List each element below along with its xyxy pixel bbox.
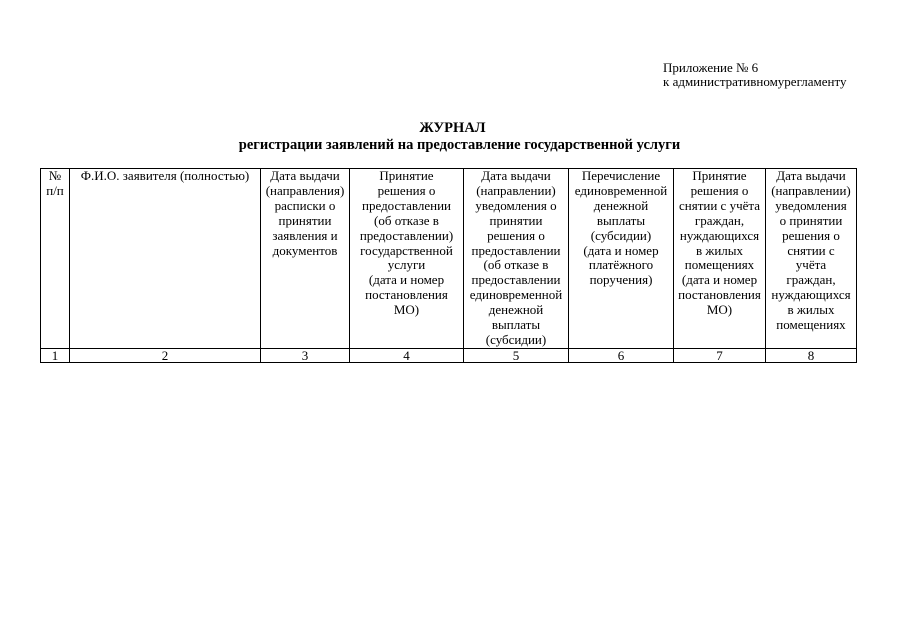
header-cell-8-line: граждан, <box>786 272 836 288</box>
column-number-cell-5: 5 <box>464 348 569 362</box>
header-cell-7 <box>674 169 766 349</box>
header-cell-8-line: помещениях <box>776 317 846 333</box>
header-cell-4-line: (дата и номер <box>368 272 445 288</box>
header-cell-3-line: Дата выдачи <box>270 168 340 183</box>
header-cell-5-line: выплаты <box>491 317 541 333</box>
header-cell-4 <box>350 169 464 349</box>
header-cell-7-line: граждан, <box>694 212 745 228</box>
header-cell-5-line: предоставлении <box>471 242 561 258</box>
header-cell-8-line: снятии с <box>787 242 835 258</box>
header-cell-5-line: уведомления о <box>475 197 557 213</box>
header-cell-6-line: выплаты <box>596 212 646 228</box>
header-cell-1 <box>41 169 70 349</box>
header-cell-4-line: предоставлении <box>362 197 451 213</box>
document-subtitle: регистрации заявлений на предоставление государственной услуги <box>238 137 681 153</box>
column-number-cell-1: 1 <box>41 348 70 362</box>
header-cell-6-line: (субсидии) <box>590 227 652 243</box>
header-cell-2 <box>70 169 261 349</box>
header-cell-5-line: единовременной <box>469 287 563 303</box>
header-cell-3-line: (направления) <box>265 182 345 198</box>
appendix-number: Приложение № 6 <box>663 60 759 75</box>
header-cell-7-line: в жилых <box>695 242 744 258</box>
header-cell-1-line: п/п <box>46 182 64 198</box>
header-cell-6 <box>569 169 674 349</box>
column-number-cell-4: 4 <box>350 348 464 362</box>
header-cell-6-line: поручения) <box>589 272 653 288</box>
header-cell-4-line: предоставлении) <box>359 227 454 243</box>
header-cell-6-line: единовременной <box>574 182 668 198</box>
header-cell-7-line: Принятие <box>692 168 747 183</box>
header-cell-4-line: услуги <box>387 257 426 273</box>
column-number-cell-3: 3 <box>261 348 350 362</box>
header-cell-4-line: государственной <box>360 242 453 258</box>
header-cell-8-line: Дата выдачи <box>776 168 846 183</box>
header-cell-5-line: принятии <box>489 212 543 228</box>
header-cell-8-line: о принятии <box>779 212 843 228</box>
header-cell-5-line: (об отказе в <box>483 257 549 273</box>
header-cell-3-line: принятии <box>278 212 332 228</box>
header-cell-8-line: (направлении) <box>771 182 851 198</box>
header-cell-7-line: снятии с учёта <box>679 197 760 213</box>
header-cell-7-line: помещениях <box>684 257 755 273</box>
header-cell-5-line: Дата выдачи <box>481 168 551 183</box>
header-cell-5-line: (субсидии) <box>485 331 547 347</box>
header-cell-3-line: документов <box>272 242 338 258</box>
header-cell-7-line: нуждающихся <box>679 227 760 243</box>
header-cell-6-line: Перечисление <box>581 168 661 183</box>
header-cell-5 <box>464 169 569 349</box>
header-cell-4-line: МО) <box>393 302 420 318</box>
document-title: ЖУРНАЛ <box>419 120 486 136</box>
header-cell-4-line: Принятие <box>379 168 434 183</box>
header-cell-5-line: (направлении) <box>476 182 556 198</box>
header-cell-6-line: денежной <box>593 197 649 213</box>
header-cell-7-line: постановления <box>678 287 761 303</box>
header-cell-8-line: решения о <box>782 227 840 243</box>
column-number-cell-6: 6 <box>569 348 674 362</box>
header-row <box>41 169 857 349</box>
registration-journal-table <box>40 168 857 363</box>
header-cell-5-line: решения о <box>487 227 545 243</box>
header-cell-5-line: денежной <box>488 302 544 318</box>
header-cell-8-line: уведомления <box>775 197 847 213</box>
header-cell-7-line: решения о <box>690 182 749 198</box>
header-cell-6-line: (дата и номер <box>583 242 659 258</box>
column-number-cell-2: 2 <box>70 348 261 362</box>
header-cell-5-line: предоставлении <box>471 272 561 288</box>
header-cell-4-line: постановления <box>365 287 448 303</box>
header-cell-3 <box>261 169 350 349</box>
column-number-cell-7: 7 <box>674 348 766 362</box>
header-cell-3-line: заявления и <box>272 227 338 243</box>
header-cell-8-line: учёта <box>795 257 827 273</box>
header-cell-8 <box>766 169 857 349</box>
header-cell-1-line: № <box>48 168 62 183</box>
header-cell-3-line: расписки о <box>274 197 336 213</box>
appendix-note <box>663 61 846 89</box>
column-number-row <box>41 348 857 362</box>
header-cell-7-line: МО) <box>706 302 733 318</box>
header-cell-2-line: Ф.И.О. заявителя (полностью) <box>80 168 250 183</box>
header-cell-6-line: платёжного <box>588 257 654 273</box>
header-cell-8-line: в жилых <box>787 302 835 318</box>
appendix-reference: к административномурегламенту <box>663 74 847 89</box>
column-number-cell-8: 8 <box>766 348 857 362</box>
header-cell-8-line: нуждающихся <box>771 287 851 303</box>
header-cell-4-line: решения о <box>377 182 436 198</box>
header-cell-7-line: (дата и номер <box>681 272 758 288</box>
header-cell-4-line: (об отказе в <box>374 212 439 228</box>
